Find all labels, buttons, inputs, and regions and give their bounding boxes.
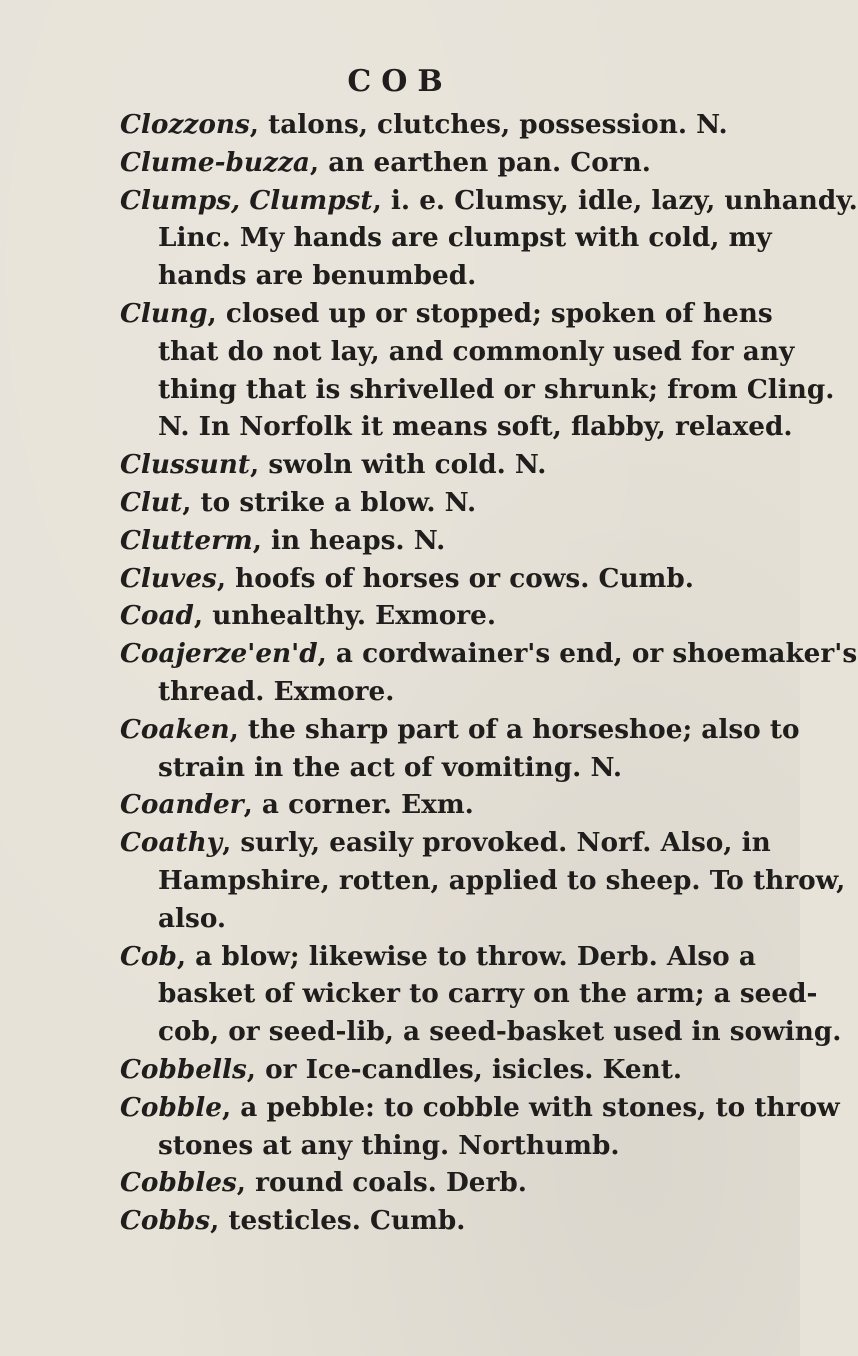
entry: Clussunt, swoln with cold. N. <box>120 449 547 481</box>
entry: Clozzons, talons, clutches, possession. N. <box>120 109 728 140</box>
entry: Clut, to strike a blow. N. <box>120 486 477 518</box>
entry: Clumps, Clumpst, i. e. Clumsy, idle, lazy, unhandy. Linc. My hands are clumpst with cold, my hands are benumbed. <box>120 184 858 292</box>
entry: Coajerze'en'd, a cordwainer's end, or shoemaker's thread. Exmore. <box>120 638 858 707</box>
entry: Clume-buzza, an earthen pan. Corn. <box>120 146 651 178</box>
headword: Coander <box>120 789 244 821</box>
entry: Coaken, the sharp part of a horseshoe; also to strain in the act of vomiting. N. <box>120 713 800 783</box>
entry: Cobbles, round coals. Derb. <box>120 1167 527 1199</box>
headword: Clung <box>120 297 208 329</box>
running-header: COB <box>347 64 453 99</box>
headword: Coathy <box>120 827 223 859</box>
headword: Cobbells <box>120 1053 247 1085</box>
entry: Coad, unhealthy. Exmore. <box>120 600 496 632</box>
entry: Coathy, surly, easily provoked. Norf. Also, in Hampshire, rotten, applied to sheep. To throw, also. <box>120 827 846 934</box>
entry: Coander, a corner. Exm. <box>120 789 474 821</box>
headword: Cobbs <box>120 1205 211 1237</box>
headword: Cob <box>120 940 177 972</box>
headword: Clume-buzza <box>120 146 310 178</box>
headword: Clut <box>120 486 183 518</box>
entry: Cobbells, or Ice-candles, isicles. Kent. <box>120 1053 683 1085</box>
headword: Cluves <box>120 562 217 594</box>
headword: Clozzons <box>120 109 250 140</box>
entry: Clung, closed up or stopped; spoken of hens that do not lay, and commonly used for any thing that is shrivelled or shrunk; from Cling. N. In Norfolk it means soft, flabby, relaxed. <box>120 297 835 443</box>
headword: Coajerze'en'd <box>120 638 318 670</box>
headword: Coad <box>120 600 194 632</box>
headword: Clumps, Clumpst <box>120 184 373 216</box>
headword: Clussunt <box>120 449 251 481</box>
entry: Cob, a blow; likewise to throw. Derb. Also a basket of wicker to carry on the arm; a seed- cob, or seed-lib, a seed-basket used in sowing. <box>120 940 842 1048</box>
entry: Clutterт, in heaps. N. <box>120 524 446 556</box>
glossary-entries <box>120 106 858 1240</box>
headword: Coaken <box>120 713 230 745</box>
entry: Cobble, a pebble: to cobble with stones, to throw stones at any thing. Northumb. <box>120 1091 840 1161</box>
headword: Clutterт <box>120 524 253 556</box>
headword: Cobbles <box>120 1167 237 1199</box>
entry: Cluves, hoofs of horses or cows. Cumb. <box>120 562 694 594</box>
entry: Cobbs, testicles. Cumb. <box>120 1205 466 1237</box>
headword: Cobble <box>120 1091 222 1123</box>
